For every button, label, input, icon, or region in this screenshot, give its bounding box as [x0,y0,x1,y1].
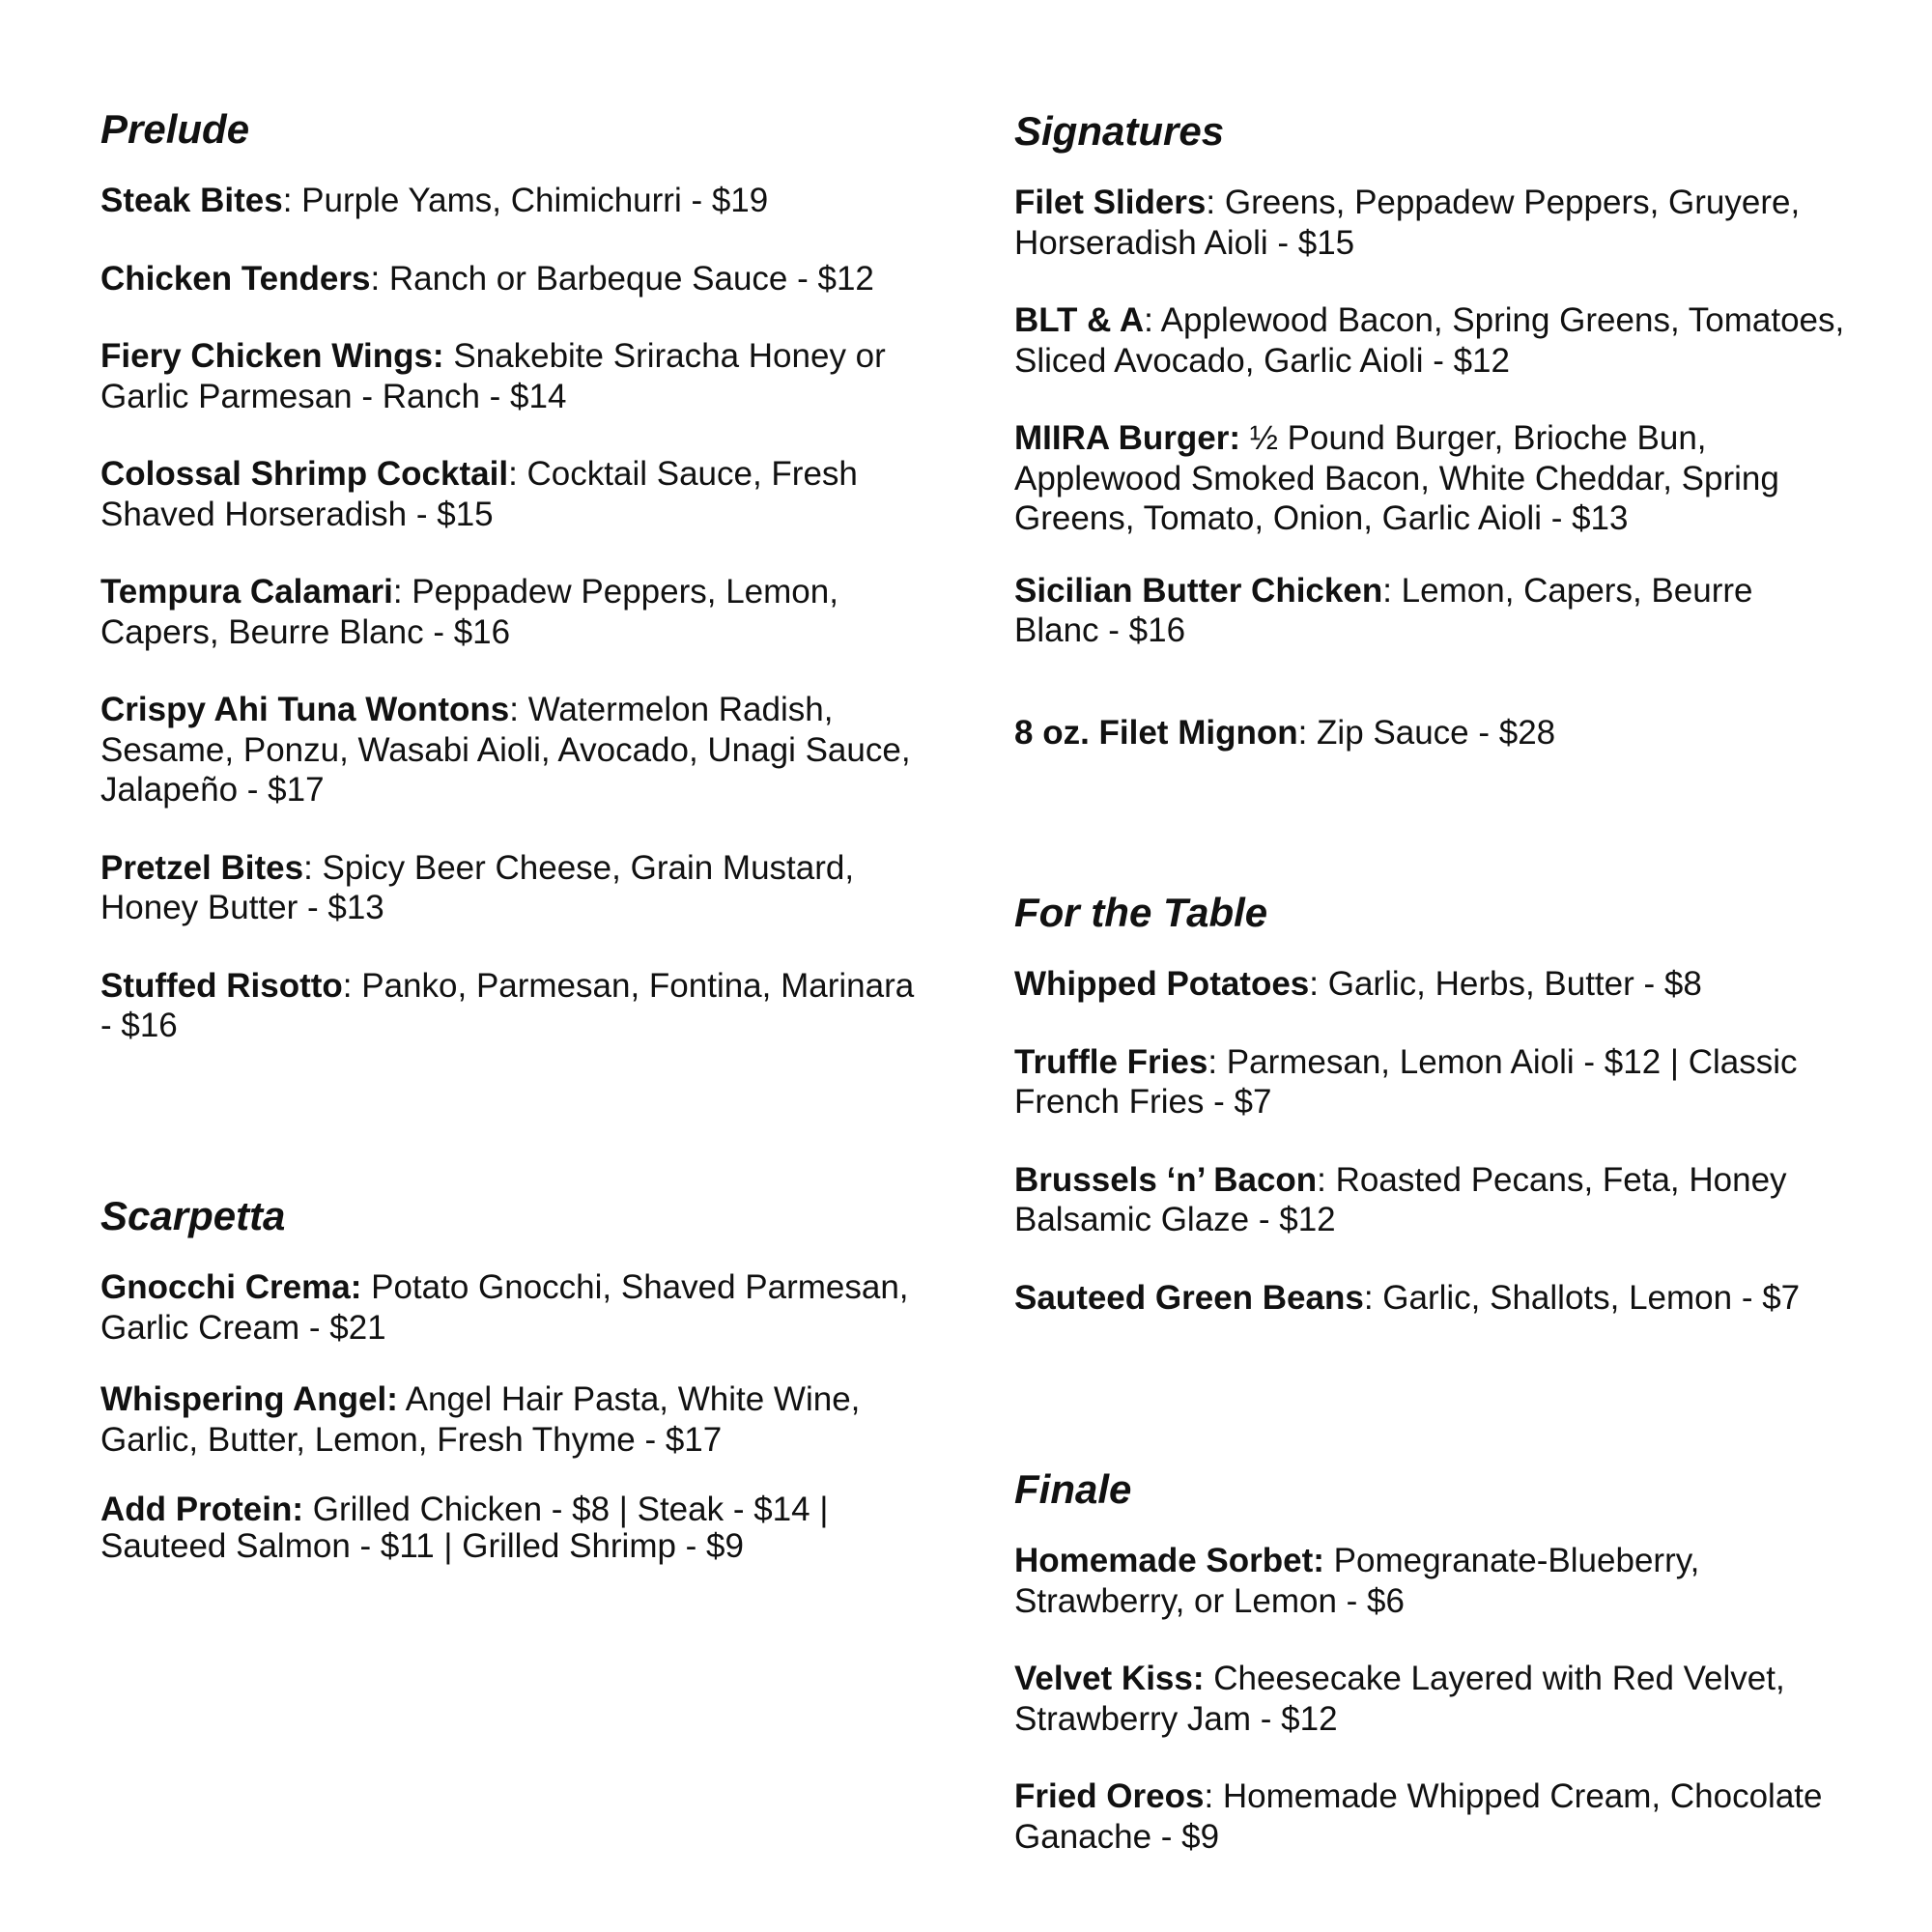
item-name: Truffle Fries [1014,1042,1208,1081]
item-description: Ranch or Barbeque Sauce - $12 [388,259,874,298]
menu-item [1014,418,1845,539]
section-prelude [100,106,931,1084]
item-separator [1205,1660,1214,1697]
item-separator [1324,1542,1334,1579]
item-name: Pretzel Bites [100,848,304,887]
menu-item [100,336,931,416]
item-description: Greens, Peppadew Peppers, Gruyere, Horseradish Aioli - $15 [1014,184,1801,262]
item-description: Angel Hair Pasta, White Wine, Garlic, Butter, Lemon, Fresh Thyme - $17 [100,1380,861,1459]
item-description: Homemade Whipped Cream, Chocolate Ganache - $9 [1014,1777,1823,1856]
item-description: Garlic, Herbs, Butter - $8 [1327,965,1702,1003]
menu-item [100,690,931,810]
item-description: Snakebite Sriracha Honey or Garlic Parmesan - Ranch - $14 [100,337,886,415]
item-separator [444,337,454,375]
item-name: Brussels ‘n’ Bacon [1014,1160,1318,1199]
menu-item [1014,713,1845,753]
item-name: Tempura Calamari [100,573,393,611]
menu-item [1014,1160,1845,1240]
menu-item [1014,1042,1845,1122]
item-name: Add Protein: [100,1491,303,1528]
item-description: Parmesan, Lemon Aioli - $12 | Classic French Fries - $7 [1014,1042,1798,1121]
menu-item [1014,1278,1845,1319]
menu-item [1014,183,1845,263]
item-name: Crispy Ahi Tuna Wontons [100,691,510,728]
item-separator: : [1208,1042,1227,1081]
item-separator [361,1268,371,1306]
item-name: Steak Bites [100,182,283,219]
menu-item [100,1267,931,1348]
section-finale [1014,1466,1845,1894]
item-description: Purple Yams, Chimichurri - $19 [301,182,769,219]
item-name: MIIRA Burger: [1014,419,1240,457]
menu-item [1014,1659,1845,1739]
item-separator [1240,419,1250,457]
item-separator: : [508,455,527,493]
item-name: Homemade Sorbet: [1014,1542,1324,1579]
item-description: Watermelon Radish, Sesame, Ponzu, Wasabi Aioli, Avocado, Unagi Sauce, Jalapeño - $17 [100,691,911,809]
item-description: Cheesecake Layered with Red Velvet, Strawberry Jam - $12 [1014,1660,1785,1738]
item-separator [303,1491,313,1528]
item-separator: : [1144,301,1161,339]
menu-item [100,966,931,1046]
item-description: Potato Gnocchi, Shaved Parmesan, Garlic Cream - $21 [100,1268,909,1347]
menu-item [100,454,931,534]
item-name: Velvet Kiss: [1014,1660,1205,1697]
item-separator: : [342,966,362,1005]
item-description: Peppadew Peppers, Lemon, Capers, Beurre Blanc - $16 [100,573,838,651]
item-separator: : [1363,1278,1383,1317]
menu-item [1014,1541,1845,1621]
item-separator [398,1380,406,1418]
item-separator: : [392,573,412,611]
menu-item [100,572,931,652]
item-separator: : [1204,1777,1223,1815]
item-description: ½ Pound Burger, Brioche Bun, Applewood Smoked Bacon, White Cheddar, Spring Greens, Tomato, Onion, Garlic Aioli - $13 [1014,419,1779,537]
item-name: Sicilian Butter Chicken [1014,571,1383,610]
menu-item [100,181,931,221]
item-separator: : [1206,184,1225,221]
item-description: Spicy Beer Cheese, Grain Mustard, Honey Butter - $13 [100,848,855,926]
item-name: Fiery Chicken Wings: [100,337,444,375]
section-title-finale: Finale [1014,1466,1132,1512]
section-title-scarpetta: Scarpetta [100,1193,286,1238]
item-description: Lemon, Capers, Beurre Blanc - $16 [1014,571,1753,649]
section-title-prelude: Prelude [100,106,250,152]
section-title-signatures: Signatures [1014,108,1225,154]
item-description: Applewood Bacon, Spring Greens, Tomatoes, Sliced Avocado, Garlic Aioli - $12 [1014,301,1845,380]
section-title-for-the-table: For the Table [1014,890,1268,935]
item-separator: : [1309,965,1328,1003]
item-separator: : [509,691,528,728]
item-description: Garlic, Shallots, Lemon - $7 [1382,1278,1801,1317]
menu-item [1014,964,1845,1005]
item-name: Filet Sliders [1014,184,1207,221]
menu-item [1014,1776,1845,1857]
item-name: Colossal Shrimp Cocktail [100,455,509,493]
item-name: Whispering Angel: [100,1380,398,1418]
item-separator: : [1382,571,1402,610]
menu-item [1014,300,1845,381]
section-scarpetta [100,1193,931,1603]
section-signatures [1014,108,1845,790]
item-name: Gnocchi Crema: [100,1268,362,1306]
item-description: Pomegranate-Blueberry, Strawberry, or Lemon - $6 [1014,1542,1700,1620]
item-description: Cocktail Sauce, Fresh Shaved Horseradish - $15 [100,455,858,533]
item-description: Panko, Parmesan, Fontina, Marinara - $16 [100,966,915,1044]
item-description: Roasted Pecans, Feta, Honey Balsamic Glaze - $12 [1014,1160,1787,1238]
item-separator: : [282,182,302,219]
item-separator: : [370,259,389,298]
section-for-the-table [1014,890,1845,1355]
item-description: Grilled Chicken - $8 | Steak - $14 | Sauteed Salmon - $11 | Grilled Shrimp - $9 [100,1491,829,1565]
item-name: Fried Oreos [1014,1777,1205,1815]
item-description: Zip Sauce - $28 [1317,713,1556,752]
menu-item [1014,571,1845,651]
menu-item [100,1379,931,1460]
menu-item [100,259,931,299]
item-name: Chicken Tenders [100,259,371,298]
menu-item [100,848,931,928]
item-name: BLT & A [1014,301,1145,339]
item-separator: : [1317,1160,1336,1199]
item-separator: : [1297,713,1318,752]
item-name: Sauteed Green Beans [1014,1278,1364,1317]
item-name: Whipped Potatoes [1014,965,1310,1003]
menu-item [100,1492,931,1565]
item-name: 8 oz. Filet Mignon [1014,713,1298,752]
item-name: Stuffed Risotto [100,966,343,1005]
item-separator: : [303,848,323,887]
